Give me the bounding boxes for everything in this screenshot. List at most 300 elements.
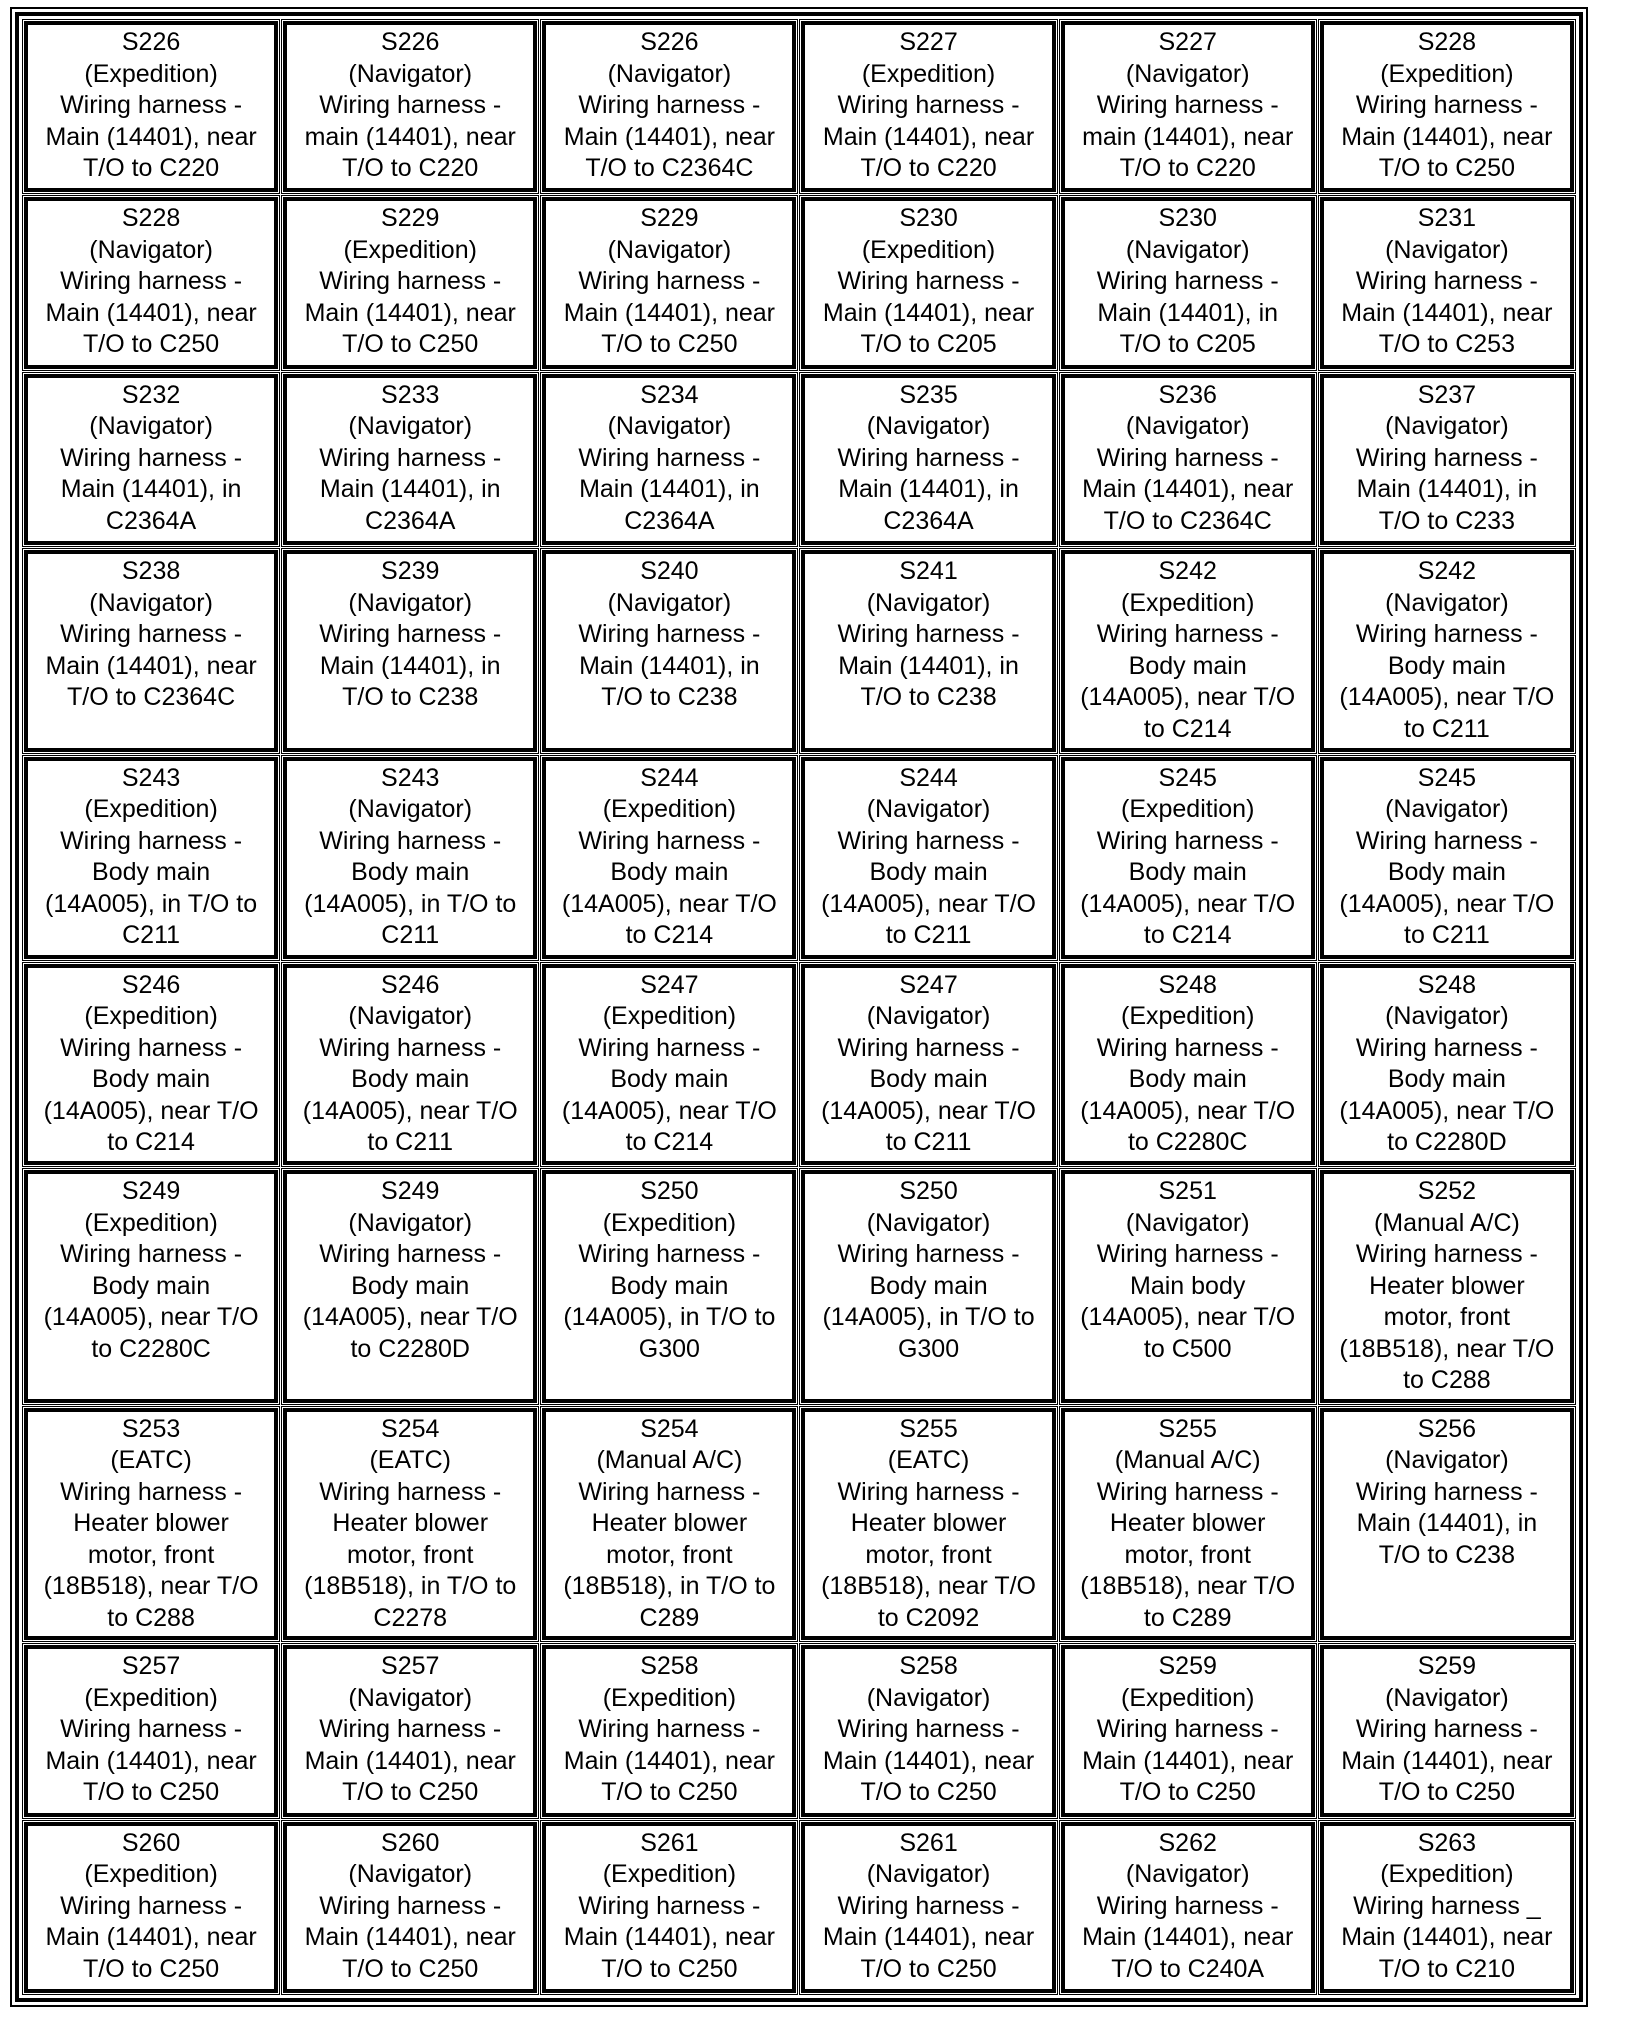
vehicle-variant: (Navigator): [1385, 588, 1509, 617]
location-text: Wiring harness -: [837, 1891, 1020, 1920]
location-text: T/O to C250: [860, 1778, 997, 1807]
location-text: Wiring harness -: [319, 91, 502, 119]
location-text: Wiring harness -: [1096, 826, 1279, 855]
splice-cell: [1061, 1822, 1315, 1993]
location-text: Body main: [92, 1271, 211, 1300]
splice-cell: [801, 1822, 1055, 1993]
splice-cell: [1061, 757, 1315, 959]
location-text: to C214: [625, 1128, 714, 1157]
vehicle-variant: (Navigator): [607, 588, 732, 617]
splice-cell: [24, 197, 278, 368]
location-text: Body main: [1387, 858, 1506, 887]
location-text: C2364A: [365, 506, 456, 535]
location-text: Body main: [610, 1065, 729, 1094]
location-text: Main (14401), near: [45, 122, 257, 151]
location-text: Main (14401), in: [579, 475, 760, 504]
vehicle-variant: (Navigator): [348, 588, 473, 617]
location-text: motor, front: [87, 1540, 215, 1569]
splice-cell: [542, 1822, 796, 1993]
vehicle-variant: (Navigator): [1385, 412, 1509, 441]
splice-cell: [283, 757, 537, 959]
splice-cell: [1061, 21, 1315, 192]
splice-id: S226: [381, 28, 440, 56]
location-text: Wiring harness -: [1096, 1477, 1279, 1506]
location-text: T/O to C253: [1378, 330, 1515, 359]
splice-cell: [1061, 964, 1315, 1166]
location-text: Body main: [869, 1065, 988, 1094]
vehicle-variant: (Expedition): [602, 795, 737, 824]
location-text: Wiring harness -: [319, 1891, 502, 1920]
vehicle-variant: (Navigator): [866, 1683, 991, 1712]
location-text: motor, front: [347, 1540, 474, 1569]
location-text: to C2280C: [1127, 1128, 1248, 1157]
splice-cell: [801, 374, 1055, 545]
vehicle-variant: (Expedition): [84, 59, 218, 88]
splice-cell: [24, 550, 278, 752]
location-text: to C500: [1143, 1334, 1232, 1363]
location-text: Wiring harness -: [837, 620, 1020, 649]
location-text: Body main: [1128, 858, 1247, 887]
splice-id: S238: [121, 557, 181, 586]
location-text: motor, front: [606, 1540, 733, 1569]
vehicle-variant: (Navigator): [1125, 235, 1250, 264]
location-text: Wiring harness -: [1355, 1033, 1538, 1062]
splice-id: S241: [899, 557, 958, 586]
vehicle-variant: (EATC): [887, 1446, 970, 1475]
table-row: [24, 374, 1574, 545]
location-text: Wiring harness -: [578, 443, 761, 472]
location-text: T/O to C238: [342, 683, 479, 712]
location-text: Wiring harness -: [1096, 91, 1279, 119]
vehicle-variant: (Navigator): [89, 588, 213, 617]
location-text: Main (14401), near: [304, 1746, 516, 1775]
vehicle-variant: (Navigator): [1125, 59, 1250, 88]
location-text: Wiring harness -: [578, 267, 761, 296]
splice-cell: [542, 550, 796, 752]
location-text: T/O to C240A: [1111, 1954, 1265, 1983]
location-text: Main (14401), in: [838, 475, 1019, 504]
splice-cell: [801, 550, 1055, 752]
location-text: Wiring harness -: [578, 620, 761, 649]
location-text: Main (14401), near: [563, 122, 775, 151]
splice-id: S237: [1417, 380, 1477, 409]
splice-id: S249: [381, 1177, 440, 1206]
vehicle-variant: (Navigator): [866, 1002, 991, 1031]
vehicle-variant: (Expedition): [84, 1208, 218, 1237]
vehicle-variant: (Expedition): [1121, 588, 1255, 617]
splice-id: S247: [899, 970, 958, 999]
splice-id: S236: [1158, 380, 1217, 409]
vehicle-variant: (Expedition): [1121, 1683, 1255, 1712]
location-text: Wiring harness -: [319, 1477, 502, 1506]
splice-id: S259: [1417, 1652, 1477, 1681]
table-row: [24, 757, 1574, 959]
location-text: C2364A: [105, 506, 197, 535]
location-text: Wiring harness -: [1355, 1715, 1538, 1744]
location-text: Main (14401), near: [304, 1923, 516, 1952]
location-text: Body main: [92, 858, 211, 887]
splice-id: S244: [899, 763, 958, 792]
location-text: to C288: [107, 1603, 195, 1632]
splice-cell: [801, 1645, 1055, 1816]
vehicle-variant: (Manual A/C): [596, 1446, 743, 1475]
splice-cell: [24, 1645, 278, 1816]
splice-cell: [283, 1645, 537, 1816]
splice-table-frame: [15, 12, 1583, 2002]
location-text: T/O to C233: [1378, 506, 1515, 535]
splice-id: S263: [1417, 1828, 1477, 1857]
location-text: C2278: [373, 1603, 448, 1632]
location-text: to C211: [367, 1128, 454, 1157]
location-text: T/O to C250: [82, 1778, 220, 1807]
location-text: Main (14401), in: [1356, 1509, 1538, 1538]
vehicle-variant: (Expedition): [84, 1002, 218, 1031]
location-text: Wiring harness -: [837, 267, 1020, 296]
splice-cell: [542, 757, 796, 959]
vehicle-variant: (Navigator): [607, 412, 732, 441]
location-text: T/O to C250: [1119, 1778, 1256, 1807]
location-text: to C214: [107, 1128, 195, 1157]
location-text: Main (14401), in: [319, 651, 501, 680]
location-text: Main (14401), in: [319, 475, 501, 504]
splice-cell: [1061, 197, 1315, 368]
table-row: [24, 1170, 1574, 1402]
location-text: T/O to C2364C: [67, 683, 236, 712]
location-text: Heater blower: [73, 1509, 229, 1538]
splice-id: S258: [640, 1652, 699, 1681]
vehicle-variant: (Navigator): [1385, 795, 1509, 824]
splice-cell: [542, 21, 796, 192]
location-text: T/O to C2364C: [1103, 506, 1272, 535]
splice-id: S227: [899, 28, 958, 56]
location-text: G300: [897, 1334, 960, 1363]
location-text: Wiring harness -: [1096, 1891, 1279, 1920]
vehicle-variant: (Navigator): [1385, 235, 1509, 264]
vehicle-variant: (Navigator): [348, 1208, 473, 1237]
vehicle-variant: (Expedition): [602, 1002, 737, 1031]
location-text: (14A005), near T/O: [1080, 1096, 1296, 1125]
location-text: Body main: [1128, 651, 1247, 680]
splice-cell: [1320, 21, 1574, 192]
splice-cell: [24, 964, 278, 1166]
location-text: Wiring harness -: [837, 91, 1020, 119]
location-text: Main (14401), near: [1341, 1923, 1553, 1952]
location-text: Main (14401), near: [1082, 475, 1294, 504]
location-text: Wiring harness -: [837, 1240, 1020, 1269]
location-text: Main (14401), near: [304, 298, 516, 327]
splice-cell: [1061, 1170, 1315, 1402]
location-text: (14A005), in T/O to: [822, 1303, 1035, 1332]
location-text: to C2092: [877, 1603, 980, 1632]
location-text: motor, front: [1383, 1303, 1511, 1332]
location-text: Heater blower: [1109, 1509, 1266, 1538]
vehicle-variant: (Navigator): [348, 1002, 473, 1031]
location-text: Body main: [610, 858, 729, 887]
splice-id: S250: [899, 1177, 958, 1206]
splice-id: S232: [121, 380, 181, 409]
table-row: [24, 197, 1574, 368]
splice-id: S245: [1158, 763, 1217, 792]
location-text: Wiring harness -: [1096, 443, 1279, 472]
splice-id: S234: [640, 380, 699, 409]
splice-id: S226: [640, 28, 699, 56]
splice-cell: [24, 757, 278, 959]
location-text: Body main: [869, 1271, 988, 1300]
location-text: Wiring harness -: [837, 1033, 1020, 1062]
location-text: T/O to C250: [82, 1954, 220, 1983]
splice-id: S233: [381, 380, 440, 409]
location-text: (14A005), near T/O: [561, 889, 777, 918]
vehicle-variant: (Navigator): [607, 59, 732, 88]
location-text: T/O to C250: [82, 330, 220, 359]
vehicle-variant: (Navigator): [1125, 412, 1250, 441]
splice-id: S240: [640, 557, 699, 586]
location-text: Wiring harness -: [319, 1033, 502, 1062]
splice-id: S229: [381, 204, 440, 233]
splice-id: S245: [1417, 763, 1477, 792]
splice-cell: [1320, 1408, 1574, 1640]
location-text: (18B518), in T/O to: [563, 1572, 776, 1601]
location-text: to C288: [1403, 1366, 1491, 1395]
location-text: Main (14401), near: [1341, 298, 1553, 327]
splice-cell: [1320, 1645, 1574, 1816]
location-text: Wiring harness -: [1355, 91, 1538, 119]
location-text: T/O to C250: [342, 1954, 479, 1983]
location-text: Wiring harness -: [60, 1240, 243, 1269]
splice-id: S246: [381, 970, 440, 999]
location-text: Wiring harness _: [1353, 1891, 1541, 1920]
location-text: Wiring harness -: [1096, 1715, 1279, 1744]
table-row: [24, 964, 1574, 1166]
location-text: T/O to C220: [1119, 154, 1256, 182]
splice-id: S242: [1158, 557, 1217, 586]
splice-cell: [542, 1408, 796, 1640]
splice-cell: [1320, 964, 1574, 1166]
location-text: Wiring harness -: [578, 1477, 761, 1506]
splice-cell: [542, 1645, 796, 1816]
location-text: (18B518), in T/O to: [304, 1572, 517, 1601]
splice-cell: [283, 374, 537, 545]
location-text: Main (14401), in: [1356, 475, 1538, 504]
location-text: T/O to C250: [342, 330, 479, 359]
location-text: Wiring harness -: [319, 267, 502, 296]
location-text: Wiring harness -: [60, 267, 243, 296]
table-row: [24, 1645, 1574, 1816]
table-row: [24, 1822, 1574, 1993]
location-text: Main (14401), near: [563, 1746, 775, 1775]
location-text: Main (14401), near: [1082, 1746, 1294, 1775]
splice-id: S242: [1417, 557, 1477, 586]
table-body: [24, 21, 1574, 1993]
location-text: Wiring harness -: [1355, 826, 1538, 855]
splice-id: S229: [640, 204, 699, 233]
location-text: Main (14401), near: [1341, 1746, 1553, 1775]
location-text: Wiring harness -: [837, 1477, 1020, 1506]
location-text: Wiring harness -: [578, 1033, 761, 1062]
location-text: (14A005), in T/O to: [45, 889, 258, 918]
splice-id: S228: [1417, 28, 1477, 56]
location-text: Main (14401), in: [579, 651, 760, 680]
location-text: C2364A: [624, 506, 715, 535]
location-text: Main (14401), near: [1082, 1923, 1294, 1952]
splice-cell: [542, 374, 796, 545]
splice-id: S248: [1417, 970, 1477, 999]
splice-cell: [542, 964, 796, 1166]
location-text: T/O to C205: [860, 330, 997, 359]
splice-cell: [24, 1408, 278, 1640]
location-text: (18B518), near T/O: [1339, 1334, 1555, 1363]
location-text: Wiring harness -: [578, 1715, 761, 1744]
vehicle-variant: (Navigator): [348, 412, 473, 441]
splice-id: S251: [1158, 1177, 1217, 1206]
vehicle-variant: (Navigator): [1385, 1002, 1509, 1031]
splice-id: S244: [640, 763, 699, 792]
location-text: to C211: [1404, 714, 1490, 743]
splice-id: S260: [121, 1828, 181, 1857]
vehicle-variant: (Navigator): [348, 1683, 473, 1712]
splice-id: S243: [381, 763, 440, 792]
splice-cell: [1320, 1170, 1574, 1402]
location-text: T/O to C205: [1119, 330, 1256, 359]
table-row: [24, 1408, 1574, 1640]
splice-id: S230: [1158, 204, 1217, 233]
location-text: to C2280C: [91, 1334, 211, 1363]
location-text: Wiring harness -: [319, 443, 502, 472]
vehicle-variant: (Expedition): [1380, 59, 1514, 88]
location-text: Body main: [92, 1065, 211, 1094]
location-text: Main (14401), in: [1097, 298, 1279, 327]
vehicle-variant: (Manual A/C): [1373, 1208, 1520, 1237]
location-text: Wiring harness -: [837, 443, 1020, 472]
location-text: T/O to C250: [860, 1954, 997, 1983]
splice-cell: [24, 374, 278, 545]
vehicle-variant: (Manual A/C): [1114, 1446, 1261, 1475]
location-text: T/O to C250: [1378, 154, 1515, 182]
splice-id: S256: [1417, 1414, 1477, 1443]
splice-cell: [1320, 550, 1574, 752]
location-text: Heater blower: [1369, 1271, 1525, 1300]
splice-id: S249: [121, 1177, 181, 1206]
vehicle-variant: (Navigator): [866, 412, 991, 441]
splice-cell: [283, 964, 537, 1166]
location-text: G300: [638, 1334, 700, 1363]
vehicle-variant: (Navigator): [348, 59, 473, 88]
splice-id: S230: [899, 204, 958, 233]
splice-id: S252: [1417, 1177, 1477, 1206]
splice-cell: [542, 1170, 796, 1402]
splice-id: S226: [121, 28, 181, 56]
location-text: Wiring harness -: [60, 91, 243, 119]
location-text: Heater blower: [850, 1509, 1007, 1538]
location-text: (14A005), in T/O to: [304, 889, 517, 918]
location-text: (14A005), near T/O: [1339, 889, 1555, 918]
vehicle-variant: (EATC): [369, 1446, 451, 1475]
splice-cell: [801, 964, 1055, 1166]
vehicle-variant: (Navigator): [866, 588, 991, 617]
splice-id: S259: [1158, 1652, 1217, 1681]
table-row: [24, 21, 1574, 192]
splice-id: S262: [1158, 1828, 1217, 1857]
splice-id: S248: [1158, 970, 1217, 999]
splice-cell: [283, 1170, 537, 1402]
location-text: Wiring harness -: [60, 443, 243, 472]
splice-id: S257: [121, 1652, 181, 1681]
location-text: to C2280D: [350, 1334, 470, 1363]
location-text: to C214: [1143, 921, 1232, 950]
splice-cell: [1320, 197, 1574, 368]
location-text: (14A005), near T/O: [302, 1303, 518, 1332]
location-text: Main (14401), near: [822, 1923, 1035, 1952]
location-text: (14A005), near T/O: [1339, 683, 1555, 712]
vehicle-variant: (Expedition): [861, 235, 996, 264]
splice-id: S239: [381, 557, 440, 586]
vehicle-variant: (Navigator): [89, 235, 213, 264]
vehicle-variant: (EATC): [110, 1446, 192, 1475]
location-text: (14A005), near T/O: [302, 1096, 518, 1125]
location-text: C2364A: [883, 506, 974, 535]
splice-cell: [283, 1408, 537, 1640]
location-text: Wiring harness -: [60, 1477, 243, 1506]
location-text: T/O to C2364C: [585, 154, 754, 182]
location-text: Main (14401), in: [838, 651, 1019, 680]
location-text: main (14401), near: [1082, 122, 1294, 151]
location-text: Main (14401), near: [45, 1746, 257, 1775]
vehicle-variant: (Expedition): [602, 1208, 737, 1237]
location-text: Body main: [1387, 651, 1506, 680]
location-text: Body main: [1128, 1065, 1247, 1094]
location-text: C289: [639, 1603, 700, 1632]
splice-cell: [1061, 1645, 1315, 1816]
splice-id: S228: [121, 204, 181, 233]
vehicle-variant: (Navigator): [1385, 1683, 1509, 1712]
location-text: T/O to C250: [601, 1954, 738, 1983]
location-text: motor, front: [1124, 1540, 1251, 1569]
location-text: Main (14401), near: [1341, 122, 1553, 151]
location-text: (14A005), near T/O: [1339, 1096, 1555, 1125]
splice-id: S250: [640, 1177, 699, 1206]
location-text: Wiring harness -: [1096, 267, 1279, 296]
splice-cell: [283, 197, 537, 368]
location-text: T/O to C220: [860, 154, 997, 182]
vehicle-variant: (Navigator): [607, 235, 732, 264]
splice-cell: [801, 21, 1055, 192]
splice-id: S258: [899, 1652, 958, 1681]
location-text: Body main: [351, 858, 470, 887]
location-text: Wiring harness -: [60, 620, 243, 649]
vehicle-variant: (Expedition): [602, 1860, 737, 1889]
vehicle-variant: (Navigator): [866, 1208, 991, 1237]
splice-id: S243: [121, 763, 181, 792]
splice-cell: [283, 1822, 537, 1993]
location-text: to C211: [885, 921, 972, 950]
location-text: C211: [381, 921, 440, 950]
location-text: to C211: [885, 1128, 972, 1157]
location-text: Main (14401), in: [60, 475, 242, 504]
splice-id: S227: [1158, 28, 1217, 56]
splice-cell: [1320, 757, 1574, 959]
location-text: Wiring harness -: [1096, 1033, 1279, 1062]
splice-cell: [801, 757, 1055, 959]
location-text: C211: [122, 921, 181, 950]
location-text: Wiring harness -: [60, 1891, 243, 1920]
location-text: Main (14401), near: [45, 1923, 257, 1952]
location-text: to C2280D: [1387, 1128, 1507, 1157]
splice-cell: [542, 197, 796, 368]
location-text: T/O to C238: [1378, 1540, 1515, 1569]
splice-cell: [801, 1408, 1055, 1640]
location-text: motor, front: [865, 1540, 992, 1569]
location-text: (18B518), near T/O: [821, 1572, 1037, 1601]
